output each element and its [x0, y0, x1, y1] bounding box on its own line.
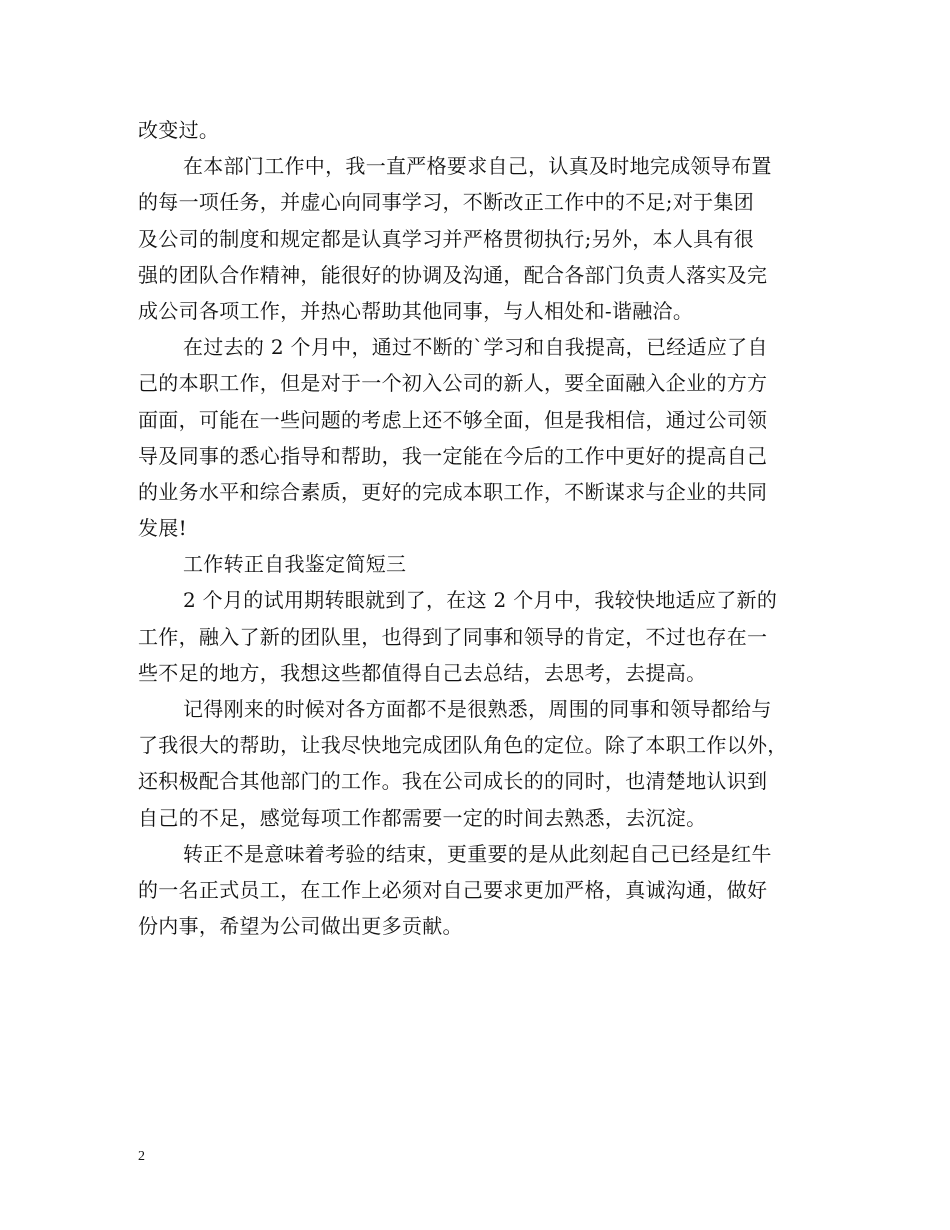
text-line: 在过去的 2 个月中，通过不断的`学习和自我提高，已经适应了自: [183, 335, 768, 360]
section-heading: 工作转正自我鉴定简短三: [183, 552, 407, 577]
text-line: 些不足的地方，我想这些都值得自己去总结，去思考，去提高。: [138, 660, 707, 685]
text-line: 了我很大的帮助，让我尽快地完成团队角色的定位。除了本职工作以外，: [138, 733, 788, 758]
document-body: [138, 112, 818, 944]
text-line: 还积极配合其他部门的工作。我在公司成长的的同时，也清楚地认识到: [138, 769, 768, 794]
text-line: 的业务水平和综合素质，更好的完成本职工作，不断谋求与企业的共同: [138, 479, 768, 504]
text-line: 2 个月的试用期转眼就到了，在这 2 个月中，我较快地适应了新的: [183, 588, 778, 613]
text-line: 发展!: [138, 516, 187, 541]
text-line: 成公司各项工作，并热心帮助其他同事，与人相处和-谐融洽。: [138, 298, 694, 323]
page-number: 2: [138, 1149, 145, 1164]
text-line: 自己的不足，感觉每项工作都需要一定的时间去熟悉，去沉淀。: [138, 805, 707, 830]
text-line: 强的团队合作精神，能很好的协调及沟通，配合各部门负责人落实及完: [138, 262, 768, 287]
text-line: 在本部门工作中，我一直严格要求自己，认真及时地完成领导布置: [183, 154, 772, 179]
text-line: 记得刚来的时候对各方面都不是很熟悉，周围的同事和领导都给与: [183, 697, 772, 721]
text-line: 工作，融入了新的团队里，也得到了同事和领导的肯定，不过也存在一: [138, 624, 768, 649]
text-line: 导及同事的悉心指导和帮助，我一定能在今后的工作中更好的提高自己: [138, 443, 768, 468]
text-line: 及公司的制度和规定都是认真学习并严格贯彻执行;另外，本人具有很: [138, 226, 755, 251]
text-line: 己的本职工作，但是对于一个初入公司的新人，要全面融入企业的方方: [138, 371, 768, 396]
text-line: 改变过。: [138, 118, 220, 142]
text-line: 份内事，希望为公司做出更多贡献。: [138, 914, 463, 939]
text-line: 面面，可能在一些问题的考虑上还不够全面，但是我相信，通过公司领: [138, 407, 768, 432]
text-line: 转正不是意味着考验的结束，更重要的是从此刻起自己已经是红牛: [183, 841, 772, 866]
text-line: 的一名正式员工，在工作上必须对自己要求更加严格，真诚沟通，做好: [138, 877, 768, 902]
text-line: 的每一项任务，并虚心向同事学习，不断改正工作中的不足;对于集团: [138, 190, 755, 215]
